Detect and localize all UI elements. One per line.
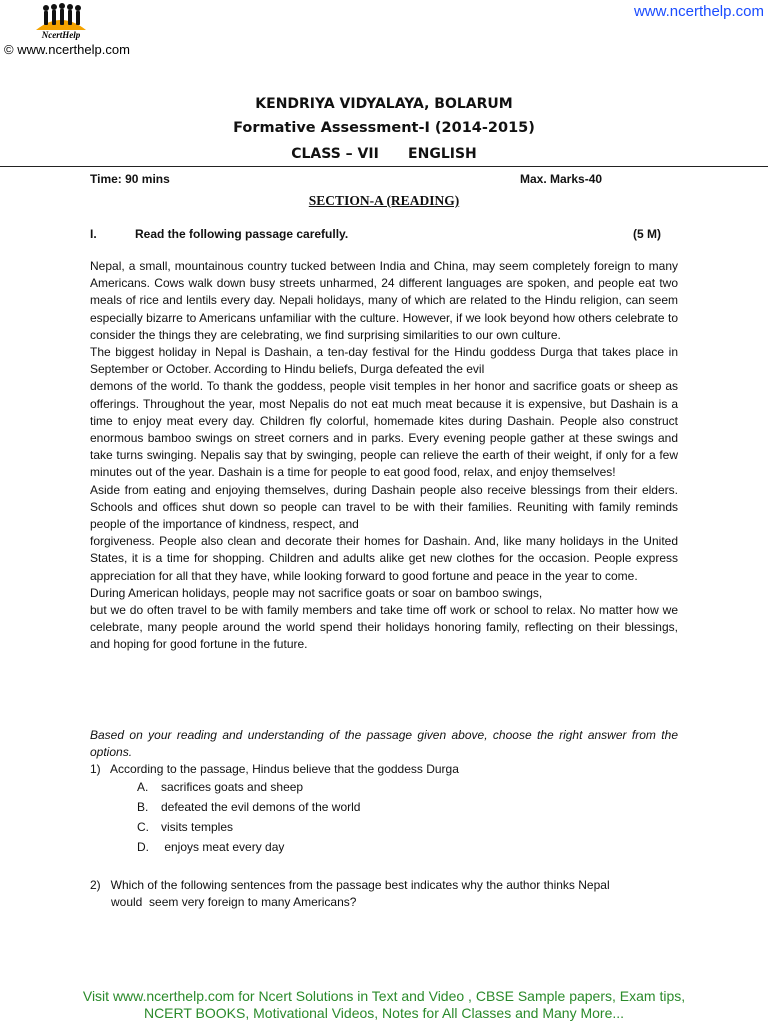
passage-paragraph: Nepal, a small, mountainous country tucked between India and China, may seem completely foreign to many Americans. Cows walk down busy streets unharmed, 24 different languages are spoken, and people eat two meals of rice and lentils every day. Nepali holidays, many of which are related to the Hindu religion, can seem especially bizarre to Americans unfamiliar with the culture. However, if we look beyond how others celebrate to consider the things they are celebrating, we find surprising similarities to our own culture. xyxy=(90,259,678,342)
question-instruction: Read the following passage carefully. xyxy=(135,227,349,241)
time-allowed: Time: 90 mins xyxy=(90,172,170,186)
school-name: KENDRIYA VIDYALAYA, BOLARUM xyxy=(255,96,513,112)
question-2 xyxy=(90,877,690,911)
option-text: defeated the evil demons of the world xyxy=(161,800,361,814)
question-2-line-2: would seem very foreign to many Americans? xyxy=(111,895,357,909)
option-label: D. xyxy=(137,840,149,854)
class-subject: CLASS – VII ENGLISH xyxy=(291,146,477,162)
assessment-title: Formative Assessment-I (2014-2015) xyxy=(233,120,535,136)
passage-paragraph: but we do often travel to be with family members and take time off work or school to relax. No matter how we celebrate, many people around the world spend their holidays honoring family, reflecting on their blessings, and hoping for good fortune in the future. xyxy=(90,603,678,652)
section-heading: SECTION-A (READING) xyxy=(308,193,460,208)
option-text: visits temples xyxy=(161,820,234,834)
reading-passage xyxy=(90,258,678,654)
passage-paragraph: During American holidays, people may not sacrifice goats or soar on bamboo swings, xyxy=(90,585,543,600)
question-number: I. xyxy=(90,227,97,241)
option-label: A. xyxy=(137,780,149,794)
logo-people-icon xyxy=(32,2,90,32)
option-label: C. xyxy=(137,820,149,834)
question-1: 1) According to the passage, Hindus believe that the goddess Durga xyxy=(90,762,459,776)
max-marks: Max. Marks-40 xyxy=(520,172,603,186)
option-text: enjoys meat every day xyxy=(161,840,285,854)
title-divider xyxy=(0,166,768,167)
passage-paragraph: forgiveness. People also clean and decorate their homes for Dashain. And, like many holidays in the United States, it is a time for shopping. Children and adults alike get new clothes for the occasion. People express appreciation for all that they have, while looking forward to good fortune and peace in the year to come. xyxy=(90,534,678,583)
footer-line-2: NCERT BOOKS, Motivational Videos, Notes for All Classes and Many More... xyxy=(143,1005,625,1021)
footer-promo xyxy=(0,988,768,1022)
site-link[interactable]: www.ncerthelp.com xyxy=(633,3,764,20)
option-text: sacrifices goats and sheep xyxy=(161,780,304,794)
mcq-instructions: Based on your reading and understanding of the passage given above, choose the right answer from the options. xyxy=(90,728,678,759)
footer-line-1: Visit www.ncerthelp.com for Ncert Solutions in Text and Video , CBSE Sample papers, Exam tips, xyxy=(82,988,686,1004)
logo-text: NcertHelp xyxy=(41,30,81,40)
passage-paragraph: demons of the world. To thank the goddess, people visit temples in her honor and sacrifice goats or sheep as offerings. Throughout the year, most Nepalis do not eat much meat because it is expensive, but Dashain is a time to enjoy meat every day. Children fly colorful, homemade kites during Dashain. People also construct enormous bamboo swings on street corners and in parks. Every evening people gather at these swings and take turns swinging. Nepalis say that by swinging, people can relieve the earth of their weight, if only for a few minutes out of the year. Dashain is a time for people to eat good food, relax, and enjoy themselves! xyxy=(90,379,678,480)
passage-paragraph: Aside from eating and enjoying themselves, during Dashain people also receive blessings from their elders. Schools and offices shut down so people can travel to be with their families. Reuniting with family reminds people of the importance of kindness, respect, and xyxy=(90,482,678,532)
passage-paragraph: The biggest holiday in Nepal is Dashain, a ten-day festival for the Hindu goddess Durga that takes place in September or October. According to Hindu beliefs, Durga defeated the evil xyxy=(90,345,678,377)
question-marks: (5 M) xyxy=(633,227,661,241)
copyright-text: © www.ncerthelp.com xyxy=(4,42,130,57)
option-label: B. xyxy=(137,800,149,814)
question-2-line-1: 2) Which of the following sentences from the passage best indicates why the author thinks Nepal xyxy=(90,878,610,892)
ncerthelp-logo xyxy=(32,2,90,46)
